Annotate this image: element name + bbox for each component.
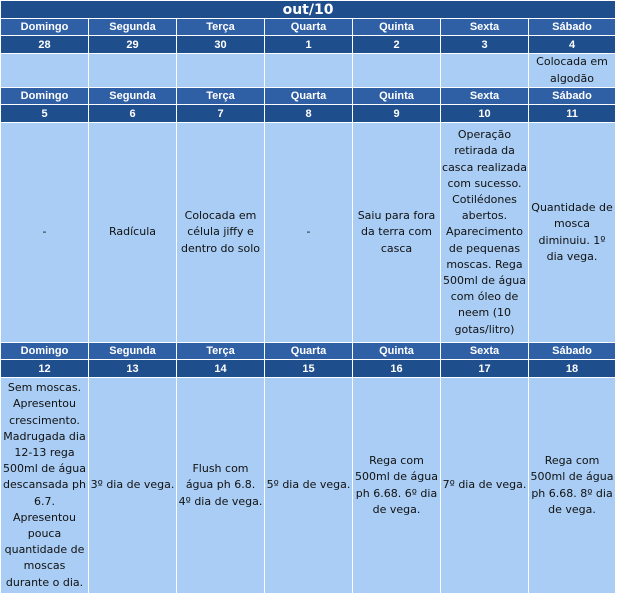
note-cell[interactable]	[265, 378, 353, 594]
weekday-header[interactable]: Terça	[177, 343, 265, 360]
date-cell[interactable]: 29	[89, 36, 177, 54]
weekday-header[interactable]: Sábado	[529, 19, 616, 36]
note-cell[interactable]	[89, 378, 177, 594]
month-title[interactable]: out/10	[1, 1, 616, 19]
weekday-header[interactable]: Domingo	[1, 343, 89, 360]
note-cell[interactable]	[441, 123, 529, 343]
date-row	[1, 105, 616, 123]
weekday-header-row	[1, 343, 616, 360]
note-cell[interactable]	[1, 123, 89, 343]
date-row	[1, 36, 616, 54]
note-cell[interactable]	[177, 54, 265, 88]
weekday-header[interactable]: Quinta	[353, 88, 441, 105]
note-text: Operação retirada da casca realizada com sucesso. Cotilédones abertos. Aparecimento de pequenas moscas. Rega 500ml de água com óleo de neem (10 gotas/litro)	[442, 128, 527, 336]
weekday-header[interactable]: Quinta	[353, 19, 441, 36]
date-cell[interactable]: 14	[177, 360, 265, 378]
date-cell[interactable]: 8	[265, 105, 353, 123]
note-text: Colocada em algodão	[536, 55, 608, 85]
notes-row	[1, 123, 616, 343]
note-text: Saiu para fora da terra com casca	[357, 209, 436, 255]
note-cell[interactable]	[177, 378, 265, 594]
notes-row	[1, 378, 616, 594]
date-cell[interactable]: 30	[177, 36, 265, 54]
note-cell[interactable]	[89, 54, 177, 88]
date-cell[interactable]: 17	[441, 360, 529, 378]
weekday-header[interactable]: Terça	[177, 88, 265, 105]
weekday-header[interactable]: Quarta	[265, 88, 353, 105]
weekday-header[interactable]: Sábado	[529, 88, 616, 105]
note-cell[interactable]	[353, 54, 441, 88]
note-text: Sem moscas. Apresentou crescimento. Madrugada dia 12-13 rega 500ml de água descansada ph 6.7. Apresentou pouca quantidade de moscas durante o dia.	[3, 381, 86, 589]
note-cell[interactable]	[529, 123, 616, 343]
date-cell[interactable]: 16	[353, 360, 441, 378]
date-row	[1, 360, 616, 378]
note-cell[interactable]	[353, 378, 441, 594]
note-text: 5º dia de vega.	[266, 478, 351, 492]
weekday-header[interactable]: Segunda	[89, 88, 177, 105]
date-cell[interactable]: 9	[353, 105, 441, 123]
date-cell[interactable]: 28	[1, 36, 89, 54]
note-text: Colocada em célula jiffy e dentro do solo	[181, 209, 260, 255]
weekday-header[interactable]: Sábado	[529, 343, 616, 360]
weekday-header[interactable]: Domingo	[1, 88, 89, 105]
note-cell[interactable]	[529, 378, 616, 594]
weekday-header-row	[1, 88, 616, 105]
date-cell[interactable]: 12	[1, 360, 89, 378]
date-cell[interactable]: 5	[1, 105, 89, 123]
note-text: Flush com água ph 6.8. 4º dia de vega.	[178, 462, 263, 508]
date-cell[interactable]: 7	[177, 105, 265, 123]
date-cell[interactable]: 18	[529, 360, 616, 378]
date-cell[interactable]: 2	[353, 36, 441, 54]
date-cell[interactable]: 4	[529, 36, 616, 54]
note-text: 3º dia de vega.	[90, 478, 175, 492]
note-text: Rega com 500ml de água ph 6.68. 6º dia de vega.	[355, 454, 438, 516]
date-cell[interactable]: 10	[441, 105, 529, 123]
weekday-header-row	[1, 19, 616, 36]
date-cell[interactable]: 6	[89, 105, 177, 123]
weekday-header[interactable]: Sexta	[441, 19, 529, 36]
note-text: Radícula	[109, 225, 156, 239]
weekday-header[interactable]: Sexta	[441, 343, 529, 360]
note-cell[interactable]	[441, 54, 529, 88]
note-text: 7º dia de vega.	[442, 478, 527, 492]
note-text: -	[42, 225, 47, 239]
note-text: Quantidade de mosca diminuiu. 1º dia vega.	[531, 201, 613, 263]
note-cell[interactable]	[353, 123, 441, 343]
weekday-header[interactable]: Segunda	[89, 19, 177, 36]
weekday-header[interactable]: Segunda	[89, 343, 177, 360]
weekday-header[interactable]: Sexta	[441, 88, 529, 105]
note-cell[interactable]	[529, 54, 616, 88]
weekday-header[interactable]: Quarta	[265, 19, 353, 36]
note-cell[interactable]	[265, 123, 353, 343]
date-cell[interactable]: 15	[265, 360, 353, 378]
note-text: Rega com 500ml de água ph 6.68. 8º dia de vega.	[530, 454, 614, 516]
date-cell[interactable]: 11	[529, 105, 616, 123]
weekday-header[interactable]: Domingo	[1, 19, 89, 36]
weekday-header[interactable]: Quarta	[265, 343, 353, 360]
date-cell[interactable]: 13	[89, 360, 177, 378]
notes-row	[1, 54, 616, 88]
date-cell[interactable]: 3	[441, 36, 529, 54]
weekday-header[interactable]: Terça	[177, 19, 265, 36]
note-cell[interactable]	[1, 378, 89, 594]
date-cell[interactable]: 1	[265, 36, 353, 54]
note-cell[interactable]	[89, 123, 177, 343]
note-cell[interactable]	[177, 123, 265, 343]
note-text: -	[306, 225, 311, 239]
note-cell[interactable]	[441, 378, 529, 594]
note-cell[interactable]	[265, 54, 353, 88]
weekday-header[interactable]: Quinta	[353, 343, 441, 360]
note-cell[interactable]	[1, 54, 89, 88]
